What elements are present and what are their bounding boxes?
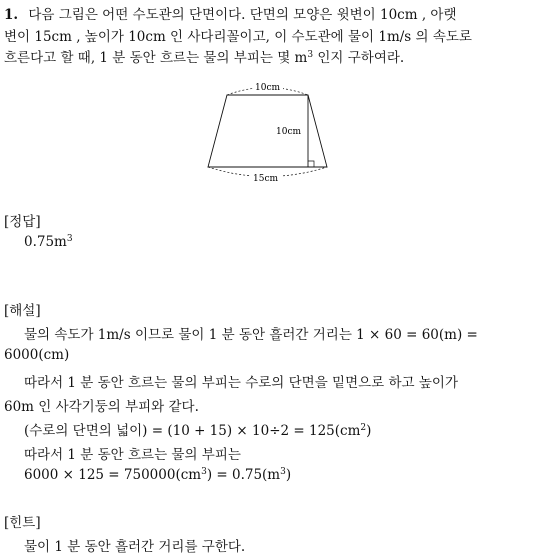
answer-heading: [정답] (4, 214, 41, 230)
bottom-label: 15cm (253, 174, 279, 184)
trapezoid-figure (205, 80, 335, 184)
hint-heading: [힌트] (4, 515, 41, 531)
problem-number: 1. (4, 7, 19, 23)
problem-text-2: 변이 15cm , 높이가 10cm 인 사다리꼴이고, 이 수도관에 물이 1m/s 의 속도로 (4, 29, 472, 45)
problem-line-1 (4, 3, 457, 23)
explanation-line-7-b: ) = 0.75(m (206, 467, 281, 483)
explanation-line-7 (24, 467, 291, 483)
hint-text: 물이 1 분 동안 흘러간 거리를 구한다. (24, 539, 246, 555)
explanation-line-2: 6000(cm) (4, 347, 70, 363)
problem-text-3-post: 인지 구하여라. (313, 50, 405, 66)
explanation-line-5-text: (수로의 단면의 넓이) = (10 + 15) × 10÷2 = 125(cm (24, 423, 361, 439)
top-label: 10cm (255, 83, 281, 93)
explanation-line-4: 60m 인 사각기둥의 부피와 같다. (4, 399, 199, 415)
problem-text-3: 흐른다고 할 때, 1 분 동안 흐르는 물의 부피는 몇 m (4, 50, 308, 66)
explanation-line-7-sup2: 3 (280, 467, 286, 477)
answer-value-text: 0.75m (24, 234, 67, 250)
trapezoid-shape (208, 95, 327, 167)
problem-line-3 (4, 46, 404, 66)
answer-value (24, 234, 73, 250)
explanation-line-1: 물의 속도가 1m/s 이므로 물이 1 분 동안 흘러간 거리는 1 × 60 = 60(m) = (24, 327, 478, 343)
explanation-heading: [해설] (4, 303, 41, 319)
explanation-line-7-c: ) (285, 467, 292, 483)
explanation-line-7-a: 6000 × 125 = 750000(cm (24, 467, 202, 483)
explanation-line-5-post: ) (366, 423, 372, 439)
explanation-line-5 (24, 419, 371, 439)
explanation-line-5-sup: 2 (360, 423, 367, 433)
explanation-line-6: 따라서 1 분 동안 흐르는 물의 부피는 (24, 447, 241, 463)
problem-text-3-sup: 3 (307, 50, 314, 60)
problem-line-2 (4, 25, 472, 45)
problem-text-1: 다음 그림은 어떤 수도관의 단면이다. 단면의 모양은 윗변이 10cm , 아랫 (28, 7, 457, 23)
answer-value-sup: 3 (66, 234, 73, 244)
height-label: 10cm (276, 127, 302, 137)
explanation-line-7-sup1: 3 (201, 467, 207, 477)
explanation-line-3: 따라서 1 분 동안 흐르는 물의 부피는 수로의 단면을 밑면으로 하고 높이가 (24, 375, 458, 391)
right-angle-marker (308, 161, 314, 167)
